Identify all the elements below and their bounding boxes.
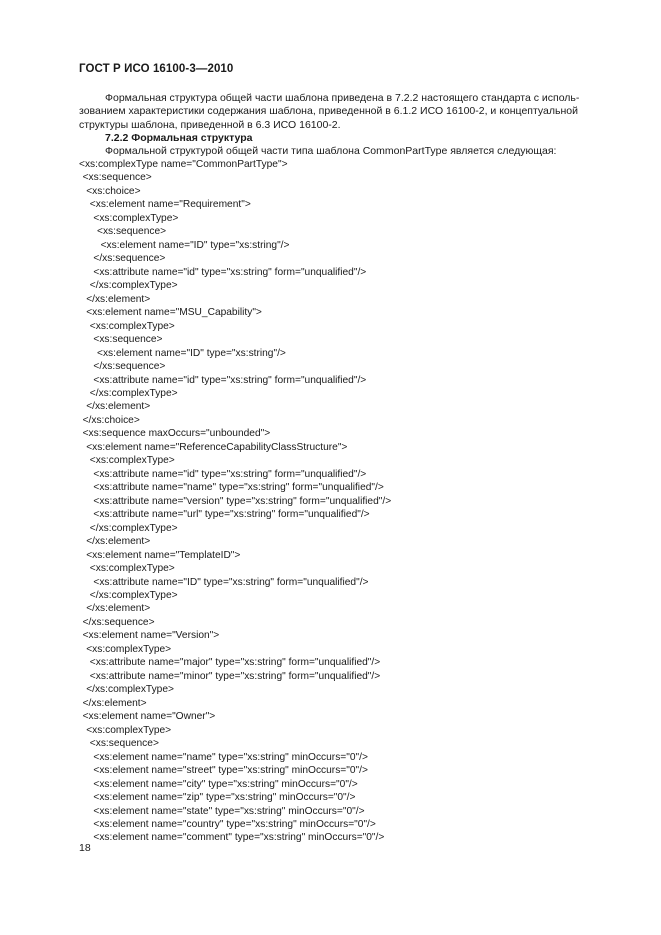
code-line: <xs:attribute name="minor" type="xs:string" form="unqualified"/>: [89, 670, 381, 682]
intro-paragraph: [79, 92, 615, 132]
code-line: </xs:complexType>: [89, 387, 178, 399]
document-header: ГОСТ Р ИСО 16100-3—2010: [79, 63, 234, 75]
code-line: </xs:sequence>: [93, 253, 166, 265]
code-line: <xs:complexType>: [86, 643, 172, 655]
xml-schema-listing: [79, 158, 391, 845]
code-line: <xs:complexType>: [93, 212, 179, 224]
code-line: <xs:element name="Requirement">: [89, 199, 251, 211]
code-line: <xs:attribute name="major" type="xs:string" form="unqualified"/>: [89, 657, 381, 669]
code-line: <xs:element name="ID" type="xs:string"/>: [100, 239, 290, 251]
code-line: </xs:element>: [82, 697, 147, 709]
code-line: </xs:complexType>: [86, 684, 174, 696]
code-line: <xs:element name="Owner">: [82, 711, 216, 723]
code-line: <xs:attribute name="version" type="xs:string" form="unqualified"/>: [93, 495, 392, 507]
code-line: <xs:attribute name="url" type="xs:string" form="unqualified"/>: [93, 509, 370, 521]
code-line: </xs:complexType>: [89, 522, 178, 534]
code-line: <xs:choice>: [86, 185, 141, 197]
code-line: <xs:complexType>: [86, 724, 172, 736]
paragraph-line: зованием характеристики содержания шаблона, приведенной в 6.1.2 ИСО 16100-2, и концептуальной: [79, 105, 578, 118]
code-line: <xs:complexType>: [89, 320, 175, 332]
paragraph-line: структуры шаблона, приведенной в 6.3 ИСО 16100-2.: [79, 118, 341, 131]
code-line: <xs:complexType>: [89, 563, 175, 575]
code-line: <xs:element name="country" type="xs:string" minOccurs="0"/>: [93, 818, 376, 830]
code-line: <xs:element name="street" type="xs:string" minOccurs="0"/>: [93, 765, 368, 777]
code-line: <xs:attribute name="name" type="xs:string" form="unqualified"/>: [93, 482, 384, 494]
code-line: <xs:element name="state" type="xs:string" minOccurs="0"/>: [93, 805, 365, 817]
code-line: <xs:element name="name" type="xs:string" minOccurs="0"/>: [93, 751, 368, 763]
code-line: <xs:complexType name="CommonPartType">: [79, 159, 288, 170]
code-line: <xs:attribute name="id" type="xs:string" form="unqualified"/>: [93, 468, 367, 480]
code-line: </xs:choice>: [82, 414, 140, 426]
code-line: <xs:attribute name="id" type="xs:string" form="unqualified"/>: [93, 374, 367, 386]
code-line: <xs:attribute name="id" type="xs:string" form="unqualified"/>: [93, 266, 367, 278]
code-line: <xs:element name="Version">: [82, 630, 220, 642]
code-line: <xs:sequence>: [93, 334, 163, 346]
code-line: <xs:element name="TemplateID">: [86, 549, 241, 561]
code-line: <xs:attribute name="ID" type="xs:string" form="unqualified"/>: [93, 576, 369, 588]
code-line: </xs:element>: [86, 293, 151, 305]
code-line: </xs:complexType>: [89, 590, 178, 601]
code-line: <xs:element name="MSU_Capability">: [86, 307, 262, 319]
paragraph-line: Формальная структура общей части шаблона приведена в 7.2.2 настоящего стандарта с исполь-: [105, 92, 580, 104]
code-line: <xs:sequence>: [97, 226, 167, 238]
page-number: 18: [79, 842, 91, 854]
code-line: <xs:element name="ID" type="xs:string"/>: [97, 347, 286, 359]
code-line: </xs:element>: [86, 603, 151, 615]
code-line: </xs:element>: [86, 401, 151, 413]
code-line: <xs:sequence maxOccurs="unbounded">: [82, 428, 271, 440]
code-line: <xs:element name="city" type="xs:string" minOccurs="0"/>: [93, 778, 358, 790]
code-line: </xs:complexType>: [89, 280, 178, 292]
code-line: <xs:element name="comment" type="xs:string" minOccurs="0"/>: [93, 832, 385, 844]
code-line: </xs:element>: [86, 536, 151, 548]
code-line: <xs:sequence>: [89, 738, 159, 750]
section-intro: Формальной структурой общей части типа шаблона CommonPartType является следующая:: [105, 145, 557, 157]
code-line: <xs:complexType>: [89, 455, 175, 467]
code-line: <xs:element name="zip" type="xs:string" minOccurs="0"/>: [93, 792, 356, 804]
section-heading: 7.2.2 Формальная структура: [105, 132, 253, 144]
code-line: <xs:element name="ReferenceCapabilityClassStructure">: [86, 441, 348, 453]
code-line: </xs:sequence>: [93, 361, 166, 373]
code-line: <xs:sequence>: [82, 172, 152, 184]
code-line: </xs:sequence>: [82, 616, 155, 628]
